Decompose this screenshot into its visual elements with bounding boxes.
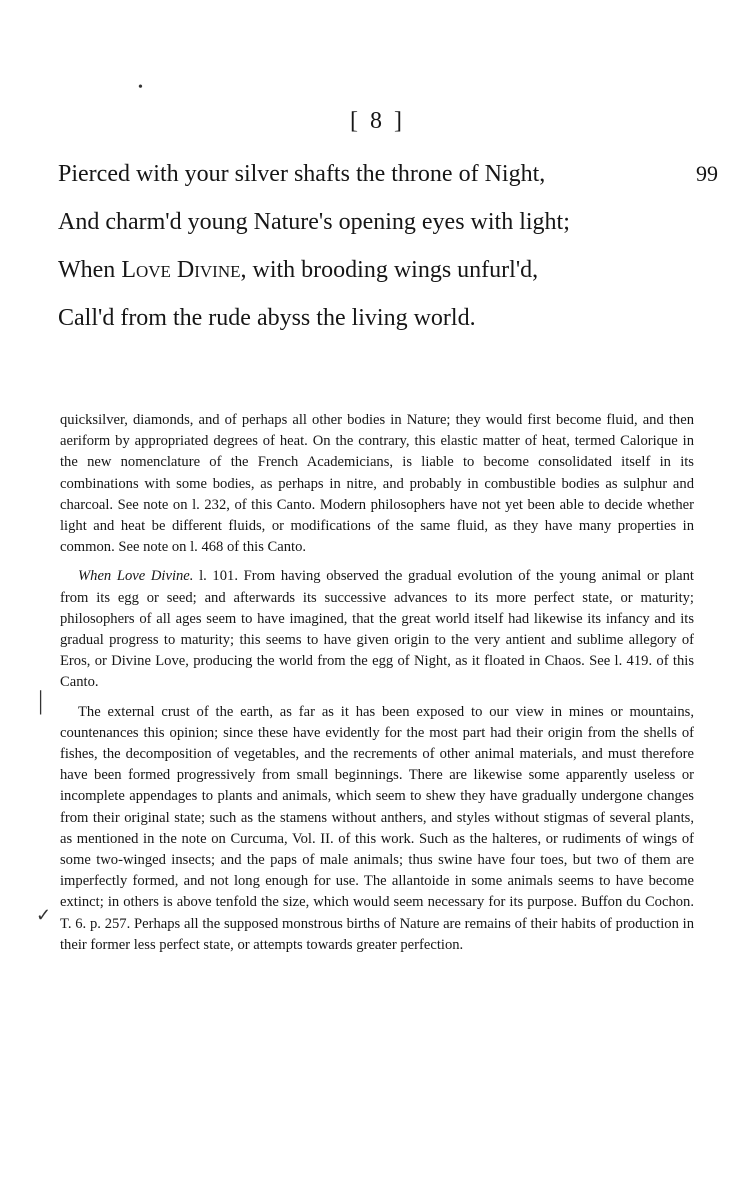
margin-mark-top: •	[138, 80, 143, 95]
note-paragraph-2	[60, 566, 694, 693]
verse-line-3	[58, 246, 718, 294]
note-reference: When Love Divine.	[78, 568, 194, 585]
note-paragraph-1: quicksilver, diamonds, and of perhaps all other bodies in Nature; they would first become fluid, and then aeriform by appropriated degrees of heat. On the contrary, this elastic matter of heat, termed Calorique in the new nomenclature of the French Academicians, is liable to become consolidated itself in its combinations with some bodies, as perhaps in nitre, and probably in combustible bodies as sulphur and charcoal. See note on l. 232, of this Canto. Modern philosophers have not yet been able to decide whether light and heat be different fluids, or modifications of the same fluid, as they have many properties in common. See note on l. 468 of this Canto.	[60, 412, 694, 556]
margin-check-mark: ✓	[36, 905, 52, 925]
verse-line-4	[58, 294, 718, 342]
verse-line-text: Pierced with your silver shafts the throne of Night,	[58, 161, 546, 187]
verse-line-text: Call'd from the rude abyss the living world.	[58, 305, 476, 331]
note-paragraph-3: The external crust of the earth, as far as it has been exposed to our view in mines or mountains, countenances this opinion; since these have evidently for the most part had their origin from the shells of fishes, the decomposition of vegetables, and the recrements of other animal materials, and must therefore have been formed progressively from small beginnings. There are likewise some apparently useless or incomplete appendages to plants and animals, which seem to shew they have gradually undergone changes from their original state; such as the stamens without anthers, and styles without stigmas of several plants, as mentioned in the note on Curcuma, Vol. II. of this work. Such as the halteres, or rudiments of wings of some two-winged insects; and the paps of male animals; thus swine have four toes, but two of them are imperfectly formed, and not long enough for use. The allantoide in some animals seems to have become extinct; in others is above tenfold the size, which would seem necessary for its purpose. Buffon du Cochon. T. 6. p. 257. Perhaps all the supposed monstrous births of Nature are remains of their habits of production in their former less perfect state, or attempts towards greater perfection.	[60, 703, 694, 953]
verse-line-1	[58, 150, 718, 198]
verse-small-caps: Love Divine	[121, 257, 241, 283]
footnotes	[60, 410, 694, 956]
verse-block	[58, 150, 718, 342]
verse-line-text-post: , with brooding wings unfurl'd,	[240, 257, 539, 283]
margin-bracket-mark: |	[38, 686, 44, 715]
verse-line-text-pre: When	[58, 257, 122, 283]
verse-line-number: 99	[696, 161, 718, 186]
verse-line-2	[58, 198, 718, 246]
note-paragraph-2-text: l. 101. From having observed the gradual evolution of the young animal or plant from its egg or seed; and afterwards its successive advances to its more perfect state, or maturity; philosophers of all ages seem to have imagined, that the great world itself had likewise its infancy and its gradual progress to maturity; this seems to have given origin to the very antient and sublime allegory of Eros, or Divine Love, producing the world from the egg of Night, as it floated in Chaos. See l. 419. of this Canto.	[60, 568, 694, 691]
page-number: [ 8 ]	[350, 108, 405, 134]
verse-line-text: And charm'd young Nature's opening eyes with light;	[58, 209, 570, 235]
